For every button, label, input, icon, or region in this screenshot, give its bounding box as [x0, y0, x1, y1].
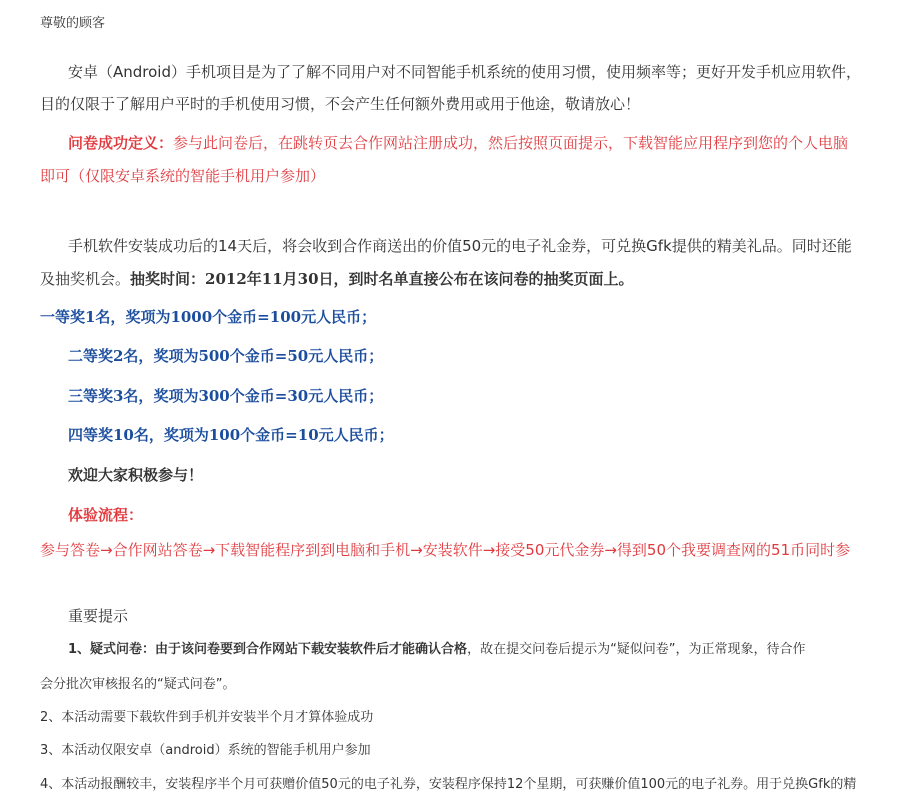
definition-line-1 — [0, 133, 900, 153]
notice-item-1-rest: ，故在提交问卷后提示为“疑似问卷”，为正常现象，待合作 — [467, 642, 806, 657]
notice-item-1-label: 1、疑式问卷： — [68, 642, 156, 657]
prize-second: 二等奖2名，奖项为500个金币=50元人民币； — [68, 347, 384, 365]
definition-label: 问卷成功定义： — [68, 134, 174, 152]
notice-title: 重要提示 — [68, 607, 129, 625]
notice-item-2: 2、本活动需要下载软件到手机并安装半个月才算体验成功 — [40, 710, 374, 725]
flow-steps: 参与答卷→合作网站答卷→下载智能程序到到电脑和手机→安装软件→接受50元代金券→得到50个我要调查网的51币同时参 — [40, 541, 851, 559]
reward-prefix: 及抽奖机会。 — [40, 270, 131, 288]
reward-line-1: 手机软件安装成功后的14天后，将会收到合作商送出的价值50元的电子礼金券，可兑换Gfk提供的精美礼品。同时还能 — [68, 237, 852, 255]
reward-line-2 — [0, 269, 900, 289]
notice-item-3: 3、本活动仅限安卓（android）系统的智能手机用户参加 — [40, 743, 371, 758]
greeting: 尊敬的顾客 — [40, 16, 106, 31]
prize-fourth: 四等奖10名，奖项为100个金币=10元人民币； — [68, 426, 394, 444]
notice-item-4: 4、本活动报酬较丰，安装程序半个月可获赠价值50元的电子礼券，安装程序保持12个星期，可获赚价值100元的电子礼券。用于兑换Gfk的精 — [40, 777, 857, 792]
prize-third: 三等奖3名，奖项为300个金币=30元人民币； — [68, 387, 384, 405]
notice-item-1 — [0, 640, 900, 660]
definition-text: 参与此问卷后，在跳转页去合作网站注册成功，然后按照页面提示，下载智能应用程序到您的个人电脑 — [173, 134, 849, 152]
notice-item-1-bold: 由于该问卷要到合作网站下载安装软件后才能确认合格 — [155, 642, 468, 657]
lottery-time: 抽奖时间：2012年11月30日，到时名单直接公布在该问卷的抽奖页面上。 — [130, 270, 634, 288]
welcome-text: 欢迎大家积极参与！ — [68, 466, 204, 484]
definition-line-2: 即可（仅限安卓系统的智能手机用户参加） — [40, 167, 326, 185]
prize-first: 一等奖1名，奖项为1000个金币=100元人民币； — [40, 308, 377, 326]
intro-line-2: 目的仅限于了解用户平时的手机使用习惯，不会产生任何额外费用或用于他途，敬请放心！ — [40, 95, 641, 113]
flow-title: 体验流程： — [68, 506, 144, 524]
intro-line-1: 安卓（Android）手机项目是为了了解不同用户对不同智能手机系统的使用习惯，使用频率等；更好开发手机应用软件， — [68, 63, 861, 81]
notice-item-1-line-2: 会分批次审核报名的“疑式问卷”。 — [40, 677, 236, 692]
